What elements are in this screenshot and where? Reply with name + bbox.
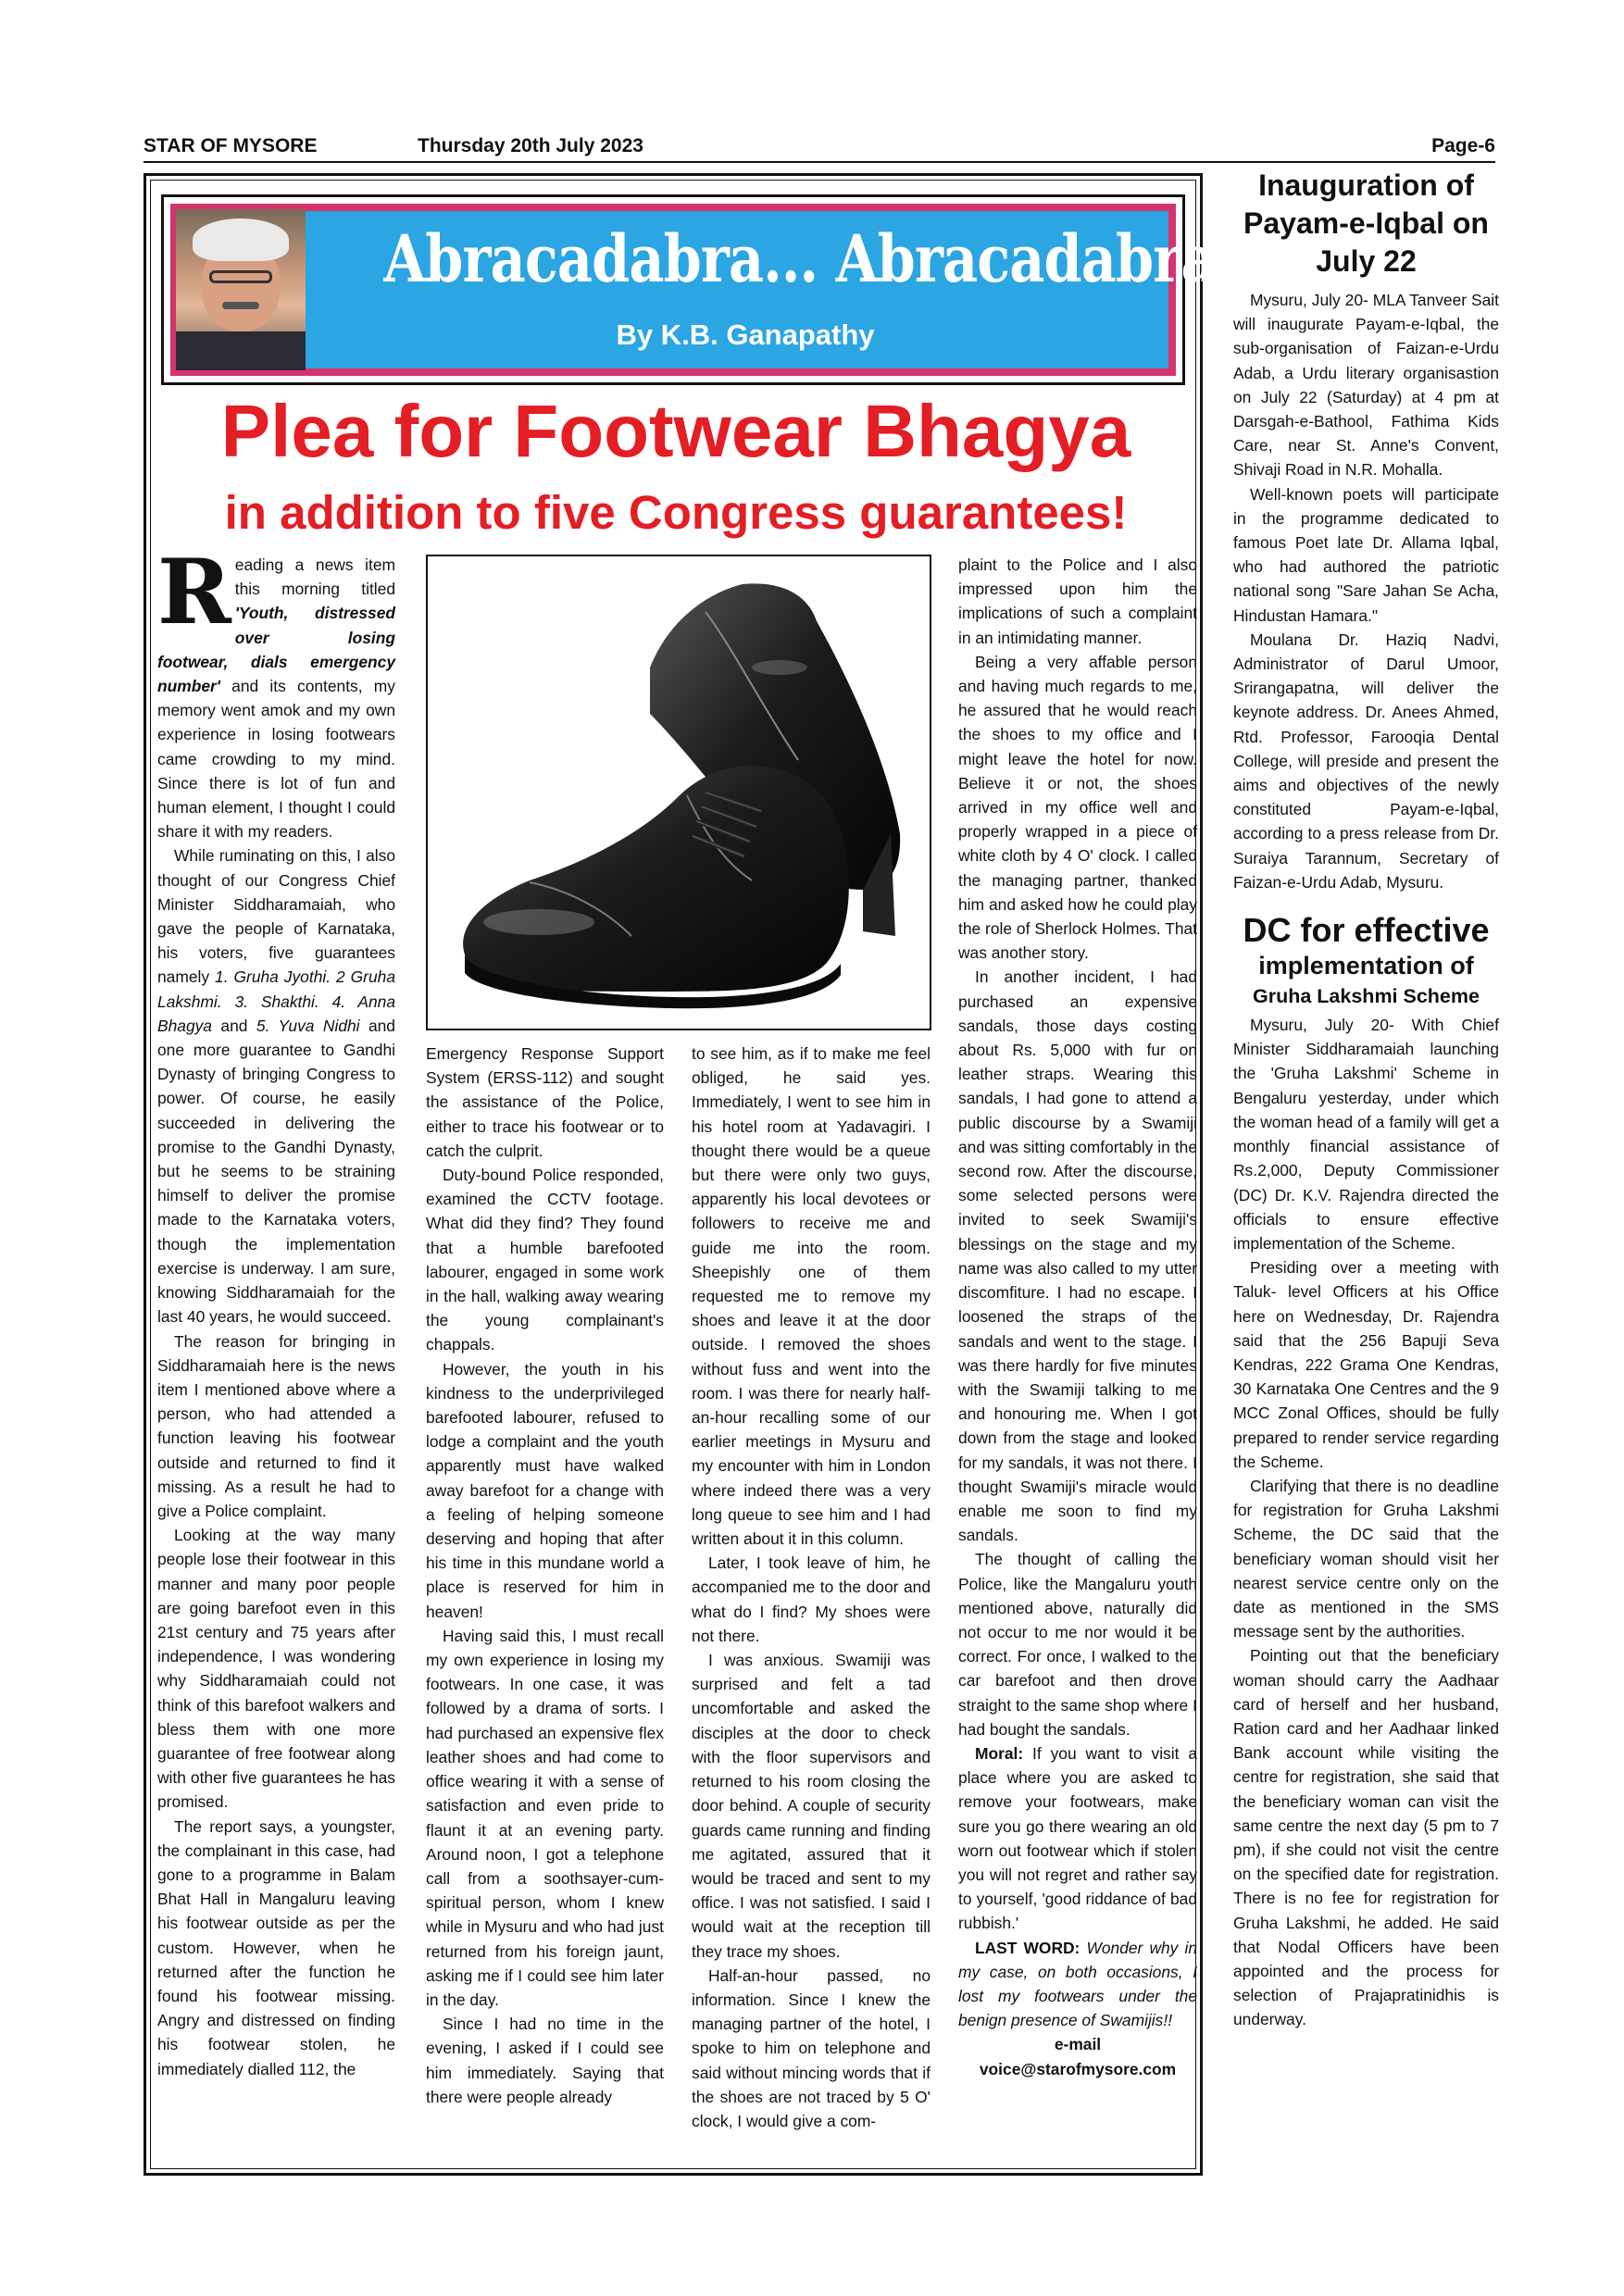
paragraph: Clarifying that there is no deadline for registration for Gruha Lakshmi Scheme, the DC said that the beneficiary woman should visit her nearest service centre only on the date as mentioned in the SMS message sent by the authorities. <box>1233 1476 1499 1641</box>
page-number: Page-6 <box>1431 135 1495 156</box>
story-title-line: implementation of <box>1258 952 1474 980</box>
paragraph: plaint to the Police and I also impressed upon him the implications of such a complaint in an intimidating manner. <box>958 555 1197 647</box>
paragraph: Duty-bound Police responded, examined the CCTV footage. What did they find? They found that a humble barefooted labourer, engaged in some work in the hall, walking away wearing the young complainant's chappals. <box>426 1166 664 1354</box>
article-column-4 <box>958 553 1197 2081</box>
story-title-line: Gruha Lakshmi Scheme <box>1253 985 1480 1008</box>
story-body <box>1233 288 1499 894</box>
paragraph: Well-known poets will participate in the programme dedicated to famous Poet late Dr. Allama Iqbal, who had authored the patriotic national song "Sare Jahan Se Acha, Hindustan Hamara." <box>1233 484 1499 625</box>
paragraph: The thought of calling the Police, like the Mangaluru youth mentioned above, naturally did not occur to me nor would it be correct. For once, I walked to the car barefoot and then drove straight to the same shop where I had bought the sandals. <box>958 1550 1197 1739</box>
column-byline: By K.B. Ganapathy <box>616 318 875 351</box>
paragraph: Reading a news item this morning titled 'Youth, distressed over losing footwear, dials emergency number' and its contents, my memory went amok and my own experience in losing footwears came crowding to my mind. Since there is lot of fun and human element, I thought I could share it with my readers. <box>157 540 395 842</box>
paragraph: Mysuru, July 20- MLA Tanveer Sait will inaugurate Payam-e-Iqbal, the sub-organisation of Faizan-e-Urdu Adab, a Urdu literary organisastion on July 22 (Saturday) at 4 pm at Darsgah-e-Bathool, Fathima Kids Care, near St. Anne's Convent, Shivaji Road in N.R. Mohalla. <box>1233 291 1499 480</box>
story-title: Inauguration of Payam-e-Iqbal on July 22 <box>1243 168 1489 278</box>
email-address[interactable]: voice@starofmysore.com <box>979 2059 1177 2078</box>
paragraph: Later, I took leave of him, he accompanied me to the door and what do I find? My shoes were not there. <box>692 1554 931 1645</box>
article-column-1 <box>157 540 395 2081</box>
paragraph: Emergency Response Support System (ERSS-112) and sought the assistance of the Police, either to trace his footwear or to catch the culprit. <box>426 1044 664 1160</box>
paragraph: to see him, as if to make me feel obliged, he said yes. Immediately, I went to see him in his hotel room at Yadavagiri. I thought there would be a queue but there were only two guys, apparently his local devotees or followers to receive me and guide me into the room. Sheepishly one of them requested me to remove my shoes and leave it at the door outside. I removed the shoes without fuss and went into the room. I was there for nearly half-an-hour recalling some of our earlier meetings in Mysuru and my encounter with him in London where indeed there was a very long queue to see him and I had written about it in this column. <box>692 1044 931 1549</box>
story-title: DC for effective <box>1243 911 1490 950</box>
drop-cap: R <box>157 540 231 644</box>
paragraph: Presiding over a meeting with Taluk- level Officers at his Office here on Wednesday, Dr. Rajendra said that the 256 Bapuji Seva Kendras, 222 Grama One Kendras, 30 Karnataka One Centres and the 9 MCC Zonal Offices, should be fully prepared to render service regarding the Scheme. <box>1233 1258 1499 1471</box>
email-label: e-mail <box>1054 2035 1102 2054</box>
paragraph: While ruminating on this, I also thought of our Congress Chief Minister Siddharamaiah, who gave the people of Karnataka, his voters, five guarantees namely 1. Gruha Jyothi. 2 Gruha Lakshmi. 3. Shakthi. 4. Anna Bhagya and 5. Yuva Nidhi and one more guarantee to Gandhi Dynasty of bringing Congress to power. Of course, he easily succeeded in delivering the promise to the Gandhi Dynasty, but he seems to be straining himself to deliver the promise made to the Karnataka voters, though the implementation exercise is underway. I am sure, knowing Siddharamaiah for the last 40 years, he would succeed. <box>157 846 395 1327</box>
paragraph: Moulana Dr. Haziq Nadvi, Administrator of Darul Umoor, Srirangapatna, will deliver the keynote address. Dr. Anees Ahmed, Rtd. Professor, Farooqia Dental College, will preside and present the aims and objectives of the newly constituted Payam-e-Iqbal, according to a press release from Dr. Suraiya Tarannum, Secretary of Faizan-e-Urdu Adab, Mysuru. <box>1233 630 1499 892</box>
paragraph: The report says, a youngster, the complainant in this case, had gone to a programme in Balam Bhat Hall in Mangaluru leaving his footwear outside as per the custom. However, when he returned after the function he found his footwear missing. Angry and distressed on finding his footwear stolen, he immediately dialled 112, the <box>157 1816 395 2078</box>
last-word-paragraph: LAST WORD: Wonder why in my case, on both occasions, I lost my footwears under the benign presence of Swamijis!! <box>958 1938 1197 2030</box>
paragraph: I was anxious. Swamiji was surprised and felt a tad uncomfortable and asked the disciples at the door to check with the floor supervisors and returned to his room closing the door behind. A couple of security guards came running and finding me agitated, assured that it would be traced and sent to my office. I was not satisfied. I said I would wait at the reception till they trace my shoes. <box>692 1651 931 1961</box>
column-title: Abracadabra... Abracadabra... <box>383 220 1270 297</box>
paragraph: Having said this, I must recall my own experience in losing my footwears. In one case, it was followed by a drama of sorts. I had purchased an expensive flex leather shoes and had come to office wearing it with a sense of satisfaction and even pride to flaunt it at an evening party. Around noon, I got a telephone call from a soothsayer-cum-spiritual person, whom I knew while in Mysuru and who had just returned from his foreign jaunt, asking me if I could see him later in the day. <box>426 1626 664 2009</box>
story-body <box>1233 1013 1499 2032</box>
page-header <box>144 133 1495 163</box>
article-column-3 <box>692 1042 931 2133</box>
paragraph: Since I had no time in the evening, I asked if I could see him immediately. Saying that there were people already <box>426 2015 664 2106</box>
paragraph: In another incident, I had purchased an expensive sandals, those days costing about Rs. 5,000 with fur on leather straps. Wearing this sandals, I had gone to attend a public discourse by a Swamiji and was sitting comfortably in the second row. After the discourse, some selected persons were invited to seek Swamiji's blessings on the stage and my name was also called to my utter discomfiture. I had no escape. I loosened the straps of the sandals and went to the stage. I was there hardly for five minutes with the Swamiji talking to me and honouring me. When I got down from the stage and looked for my sandals, it was not there. I thought Swamiji's miracle would enable me soon to find my sandals. <box>958 967 1197 1545</box>
shoe-photo <box>426 555 931 1030</box>
moral-paragraph: Moral: If you want to visit a place where you are asked to remove your footwears, make sure you go there wearing an old worn out footwear which if stolen you will not regret and rather say to yourself, 'good riddance of bad rubbish.' <box>958 1743 1197 1933</box>
author-photo <box>176 209 306 370</box>
paragraph: Pointing out that the beneficiary woman should carry the Aadhaar card of herself and her husband, Ration card and her Aadhaar linked Bank account while visiting the centre for registration, she said that the beneficiary woman can visit the same centre the next day (5 pm to 7 pm), if she could not visit the centre on the specified date for registration. There is no fee for registration for Gruha Lakshmi, he added. He said that Nodal Officers have been appointed and the process for selection of Prajapratinidhis is underway. <box>1233 1646 1499 2029</box>
article-subhead: in addition to five Congress guarantees! <box>224 486 1128 539</box>
article-headline: Plea for Footwear Bhagya <box>220 390 1131 472</box>
paragraph: Looking at the way many people lose their footwear in this manner and many poor people are going barefoot even in this 21st century and 75 years after independence, I was wondering why Siddharamaiah could not think of this barefoot walkers and bless them with one more guarantee of free footwear along with other five guarantees he has promised. <box>157 1526 395 1812</box>
paragraph: Half-an-hour passed, no information. Since I knew the managing partner of the hotel, I spoke to him on telephone and said without mincing words that if the shoes are not traced by 5 O' clock, I would give a com- <box>692 1965 931 2130</box>
shoe-icon <box>428 556 930 1029</box>
paragraph: The reason for bringing in Siddharamaiah here is the news item I mentioned above where a person, who had attended a function leaving his footwear outside and returned to find it missing. As a result he had to give a Police complaint. <box>157 1331 395 1520</box>
paragraph: Mysuru, July 20- With Chief Minister Siddharamaiah launching the 'Gruha Lakshmi' Scheme in Bengaluru yesterday, under which the woman head of a family will get a monthly financial assistance of Rs.2,000, Deputy Commissioner (DC) Dr. K.V. Rajendra directed the officials to ensure effective implementation of the Scheme. <box>1233 1016 1499 1253</box>
article-column-2 <box>426 1042 664 2109</box>
newspaper-name: STAR OF MYSORE <box>144 135 318 156</box>
sidebar <box>1233 167 1499 2032</box>
paragraph: However, the youth in his kindness to the underprivileged barefooted labourer, refused to lodge a complaint and the youth apparently must have walked away barefoot for a change with a feeling of helping someone deserving and hoping that after his time in this mundane world a place is reserved for him in heaven! <box>426 1359 664 1621</box>
issue-date: Thursday 20th July 2023 <box>418 135 643 156</box>
paragraph: Being a very affable person and having much regards to me, he assured that he would reach the shoes to my office and I might leave the hotel for now. Believe it or not, the shoes arrived in my office well and properly wrapped in a piece of white cloth by 4 O' clock. I called the managing partner, thanked him and asked how he could play the role of Sherlock Holmes. That was another story. <box>958 652 1197 963</box>
